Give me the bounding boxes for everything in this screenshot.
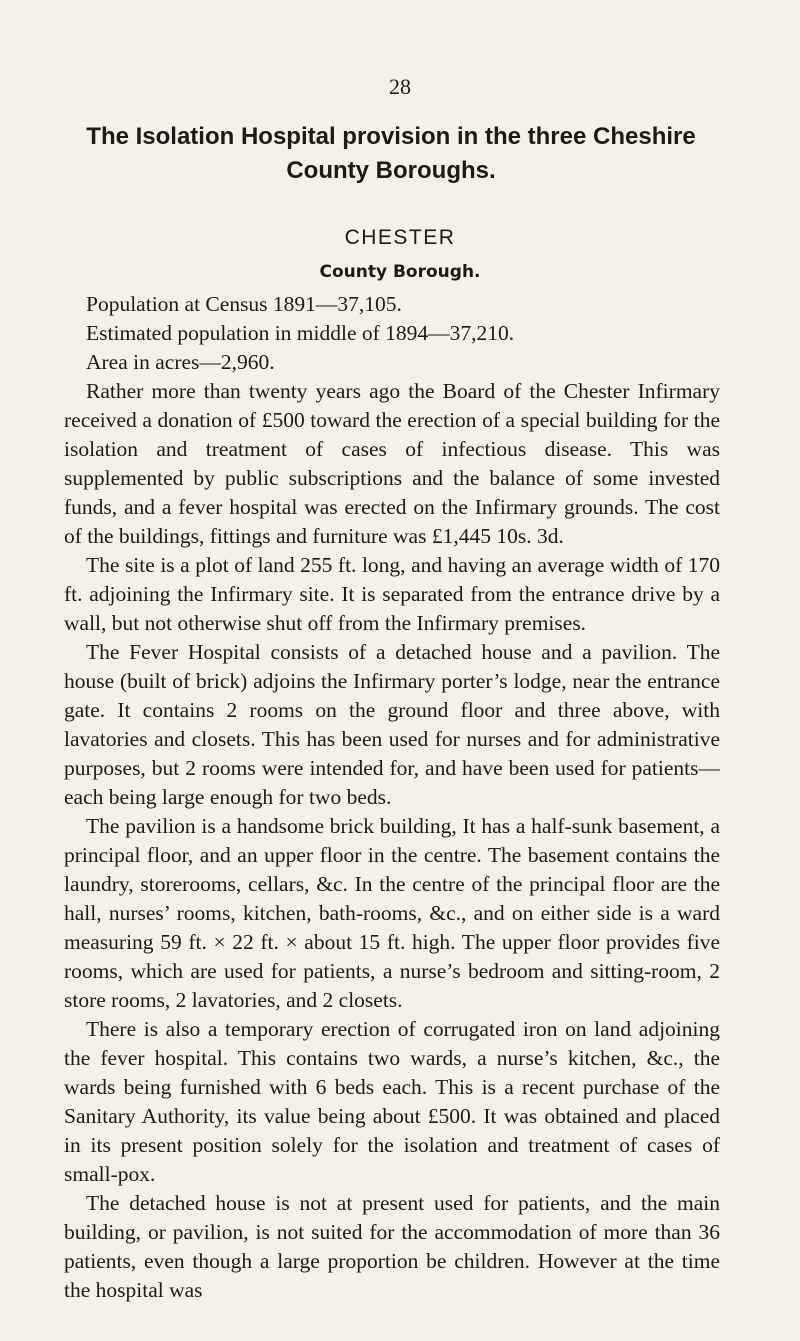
stat-population-census: Population at Census 1891—37,105. — [86, 292, 402, 316]
page-number: 28 — [389, 74, 411, 99]
paragraph-site: The site is a plot of land 255 ft. long, and having an average width of 170 ft. adjoining the Infirmary site. It is separated from the entrance drive by a wall, but not otherwise shut off from the Infirmary premises. — [64, 553, 720, 635]
page-title: The Isolation Hospital provision in the three Cheshire County Boroughs. — [86, 123, 696, 184]
paragraph-pavilion: The pavilion is a handsome brick building, It has a half-sunk basement, a principal floor, and an upper floor in the centre. The basement contains the laundry, storerooms, cellars, &c. In the centre of the principal floor are the hall, nurses’ rooms, kitchen, bath-rooms, &c., and on either side is a ward measuring 59 ft. × 22 ft. × about 15 ft. high. The upper floor provides five rooms, which are used for patients, a nurse’s bedroom and sitting-room, 2 store rooms, 2 lavatories, and 2 closets. — [64, 814, 720, 1012]
paragraph-fever-hospital: The Fever Hospital consists of a detached house and a pavilion. The house (built of brick) adjoins the Infirmary porter’s lodge, near the entrance gate. It contains 2 rooms on the ground floor and three above, with lavatories and closets. This has been used for nurses and for administrative purposes, but 2 rooms were intended for, and have been used for patients— each being large enough for two beds. — [64, 640, 720, 809]
statistics-block — [86, 290, 718, 377]
stat-area: Area in acres—2,960. — [86, 350, 275, 374]
section-subheading: County Borough. — [319, 262, 481, 282]
body-text — [64, 377, 720, 1305]
stat-estimated-population: Estimated population in middle of 1894—37,210. — [86, 321, 515, 345]
paragraph-donation: Rather more than twenty years ago the Board of the Chester Infirmary received a donation of £500 toward the erection of a special building for the isolation and treatment of cases of infectious disease. This was supplemented by public subscriptions and the balance of some invested funds, and a fever hospital was erected on the Infirmary grounds. The cost of the buildings, fittings and furniture was £1,445 10s. 3d. — [64, 379, 720, 548]
paragraph-detached-house: The detached house is not at present used for patients, and the main building, or pavilion, is not suited for the accommodation of more than 36 patients, even though a large proportion be children. However at the time the hospital was — [64, 1191, 720, 1302]
section-heading-city: CHESTER — [344, 226, 456, 249]
paragraph-temporary-erection: There is also a temporary erection of corrugated iron on land adjoining the fever hospital. This contains two wards, a nurse’s kitchen, &c., the wards being furnished with 6 beds each. This is a recent purchase of the Sanitary Authority, its value being about £500. It was obtained and placed in its present position solely for the isolation and treatment of cases of small-pox. — [64, 1017, 720, 1186]
